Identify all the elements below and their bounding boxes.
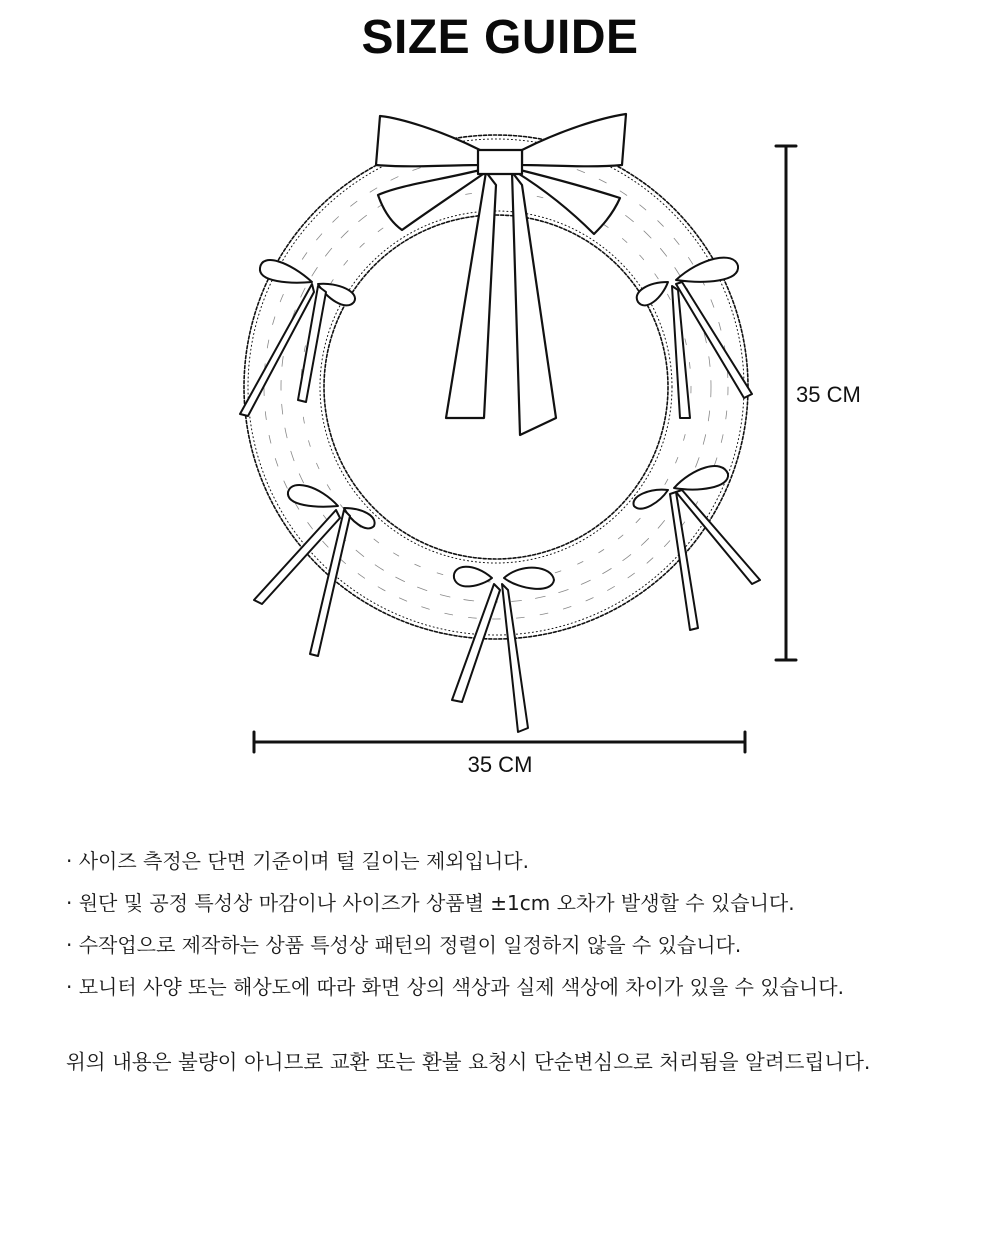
small-bow-right-bottom xyxy=(633,466,760,630)
dimension-horizontal xyxy=(254,732,745,752)
note-item: · 수작업으로 제작하는 상품 특성상 패턴의 정렬이 일정하지 않을 수 있습니다. xyxy=(66,924,966,966)
fur-texture xyxy=(264,155,728,619)
height-label: 35 CM xyxy=(796,382,861,407)
small-bow-bottom-center xyxy=(452,567,554,732)
notes-list xyxy=(66,840,966,1008)
footer-notice: 위의 내용은 불량이 아니므로 교환 또는 환불 요청시 단순변심으로 처리됨을 알려드립니다. xyxy=(66,1050,871,1074)
wreath-ring xyxy=(244,135,748,639)
small-bow-left-bottom xyxy=(254,485,375,656)
small-bow-right-top xyxy=(637,258,752,418)
note-item: · 사이즈 측정은 단면 기준이며 털 길이는 제외입니다. xyxy=(66,840,966,882)
width-label: 35 CM xyxy=(467,752,533,777)
page-title: SIZE GUIDE xyxy=(361,11,639,64)
top-bow xyxy=(376,114,626,435)
dimension-vertical xyxy=(776,146,796,660)
wreath-illustration xyxy=(0,90,1000,810)
small-bow-left-top xyxy=(240,260,355,416)
note-item: · 원단 및 공정 특성상 마감이나 사이즈가 상품별 ±1cm 오차가 발생할 수 있습니다. xyxy=(66,882,966,924)
note-item: · 모니터 사양 또는 해상도에 따라 화면 상의 색상과 실제 색상에 차이가 있을 수 있습니다. xyxy=(66,966,966,1008)
